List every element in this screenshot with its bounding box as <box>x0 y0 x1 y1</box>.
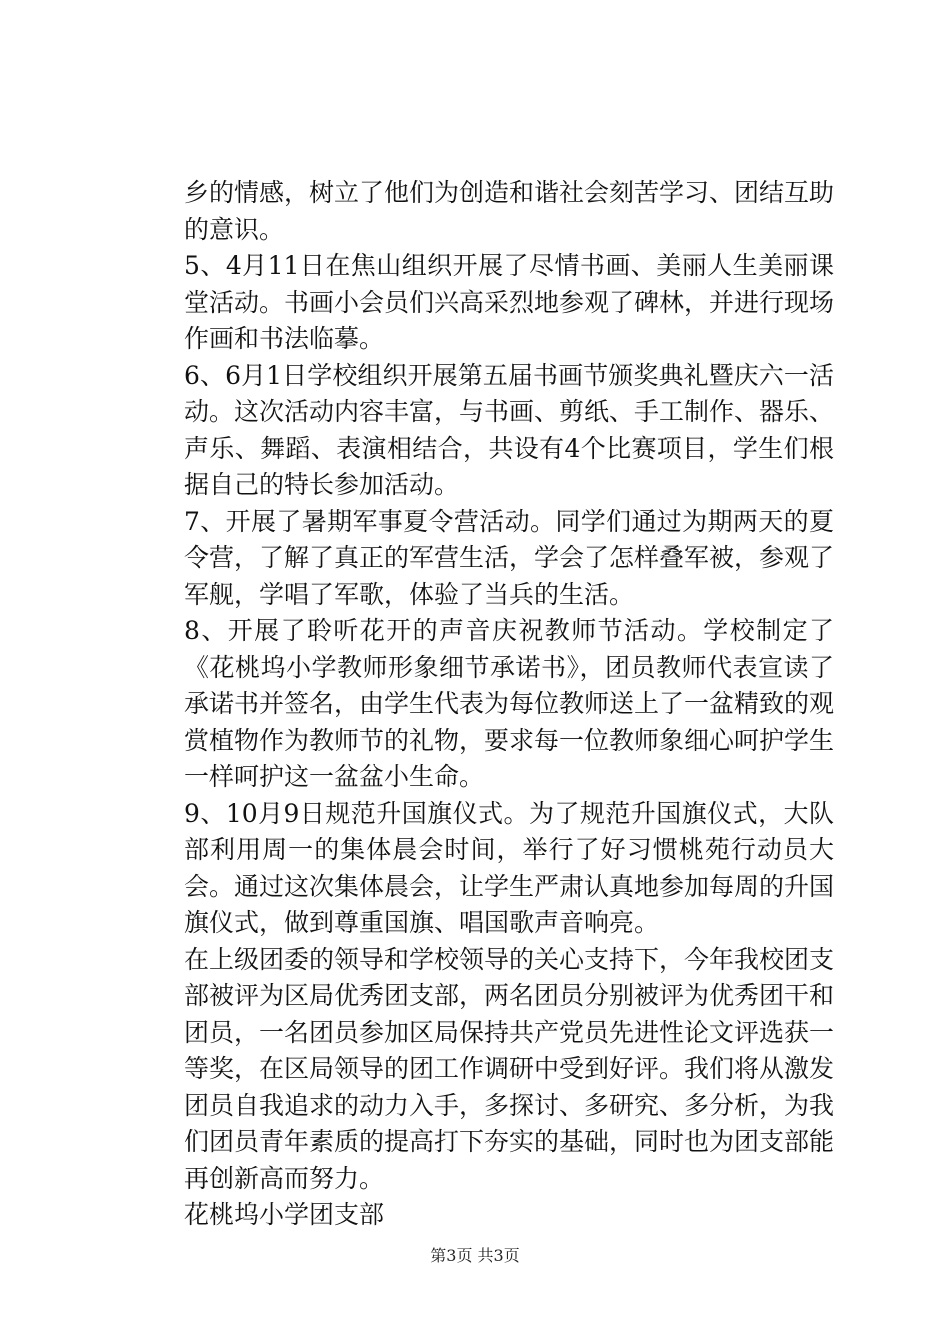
document-body <box>184 175 834 1234</box>
page-number-label: 第3页 共3页 <box>430 1246 520 1265</box>
paragraph-item-5: 5、4月11日在焦山组织开展了尽情书画、美丽人生美丽课堂活动。书画小会员们兴高采烈地参观了碑林，并进行现场作画和书法临摹。 <box>184 251 835 353</box>
paragraph-item-8: 8、开展了聆听花开的声音庆祝教师节活动。学校制定了《花桃坞小学教师形象细节承诺书》，团员教师代表宣读了承诺书并签名，由学生代表为每位教师送上了一盆精致的观赏植物作为教师节的礼物，要求每一位教师象细心呵护学生一样呵护这一盆盆小生命。 <box>184 616 835 791</box>
paragraph-continuation: 乡的情感，树立了他们为创造和谐社会刻苦学习、团结互助的意识。 <box>184 178 835 244</box>
paragraph-item-6: 6、6月1日学校组织开展第五届书画节颁奖典礼暨庆六一活动。这次活动内容丰富，与书画、剪纸、手工制作、器乐、声乐、舞蹈、表演相结合，共设有4个比赛项目，学生们根据自己的特长参加活动。 <box>184 360 835 499</box>
signature: 花桃坞小学团支部 <box>184 1200 385 1229</box>
page-footer <box>0 1243 950 1266</box>
paragraph-item-7: 7、开展了暑期军事夏令营活动。同学们通过为期两天的夏令营，了解了真正的军营生活，学会了怎样叠军被，参观了军舰，学唱了军歌，体验了当兵的生活。 <box>184 506 835 609</box>
paragraph-summary: 在上级团委的领导和学校领导的关心支持下，今年我校团支部被评为区局优秀团支部，两名团员分别被评为优秀团干和团员，一名团员参加区局保持共产党员先进性论文评选获一等奖，在区局领导的团工作调研中受到好评。我们将从激发团员自我追求的动力入手，多探讨、多研究、多分析，为我们团员青年素质的提高打下夯实的基础，同时也为团支部能再创新高而努力。 <box>184 944 835 1193</box>
paragraph-item-9: 9、10月9日规范升国旗仪式。为了规范升国旗仪式，大队部利用周一的集体晨会时间，举行了好习惯桃苑行动员大会。通过这次集体晨会，让学生严肃认真地参加每周的升国旗仪式，做到尊重国旗、唱国歌声音响亮。 <box>184 798 835 937</box>
